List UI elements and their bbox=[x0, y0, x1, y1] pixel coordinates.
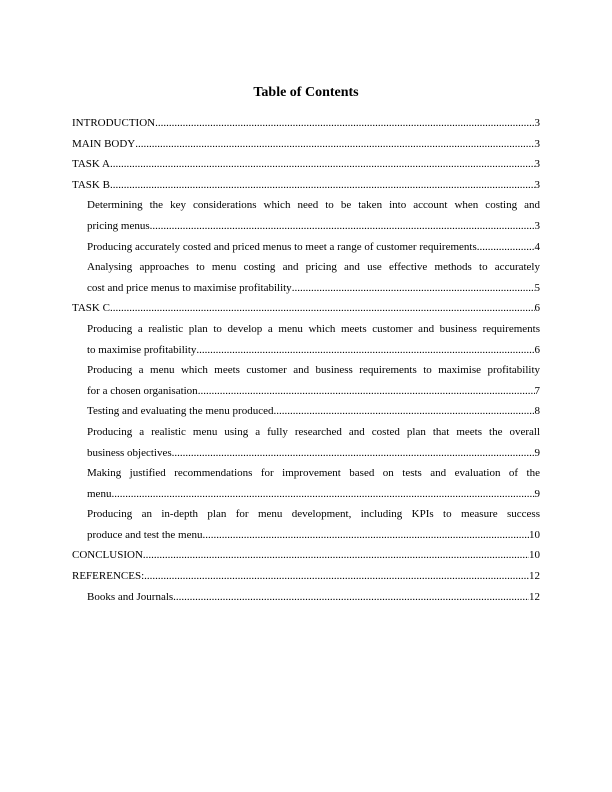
toc-entry[interactable] bbox=[72, 566, 540, 587]
toc-entry-text: pricing menus bbox=[87, 219, 150, 232]
dot-leader bbox=[172, 443, 535, 464]
dot-leader bbox=[173, 587, 529, 608]
toc-page-number: 9 bbox=[534, 446, 540, 459]
dot-leader bbox=[110, 298, 535, 319]
toc-entry[interactable] bbox=[72, 134, 540, 155]
toc-page-number: 10 bbox=[529, 528, 540, 541]
toc-entry-text: Determining the key considerations which need to be taken into account when costing and bbox=[87, 199, 540, 212]
toc-entry[interactable] bbox=[87, 237, 540, 258]
toc-page-number: 12 bbox=[529, 590, 540, 603]
toc-entry[interactable] bbox=[87, 422, 540, 463]
toc-entry[interactable] bbox=[87, 504, 540, 545]
toc-page-number: 8 bbox=[534, 405, 540, 418]
dot-leader bbox=[202, 525, 529, 546]
toc-entry-text: CONCLUSION bbox=[72, 549, 143, 562]
toc-entry-text: produce and test the menu bbox=[87, 528, 203, 541]
toc-page-number: 3 bbox=[534, 178, 540, 191]
toc-entry[interactable] bbox=[87, 195, 540, 236]
page-title: Table of Contents bbox=[253, 85, 359, 100]
toc-page-number: 10 bbox=[529, 549, 540, 562]
toc-entry-text: MAIN BODY bbox=[72, 137, 136, 150]
toc-entry-text: Producing a realistic menu using a fully researched and costed plan that meets the overall bbox=[87, 425, 540, 438]
toc-page-number: 4 bbox=[534, 240, 540, 253]
toc-entry-text: Producing an in-depth plan for menu development, including KPIs to measure success bbox=[87, 508, 540, 521]
toc-entry-text: Producing accurately costed and priced menus to meet a range of customer requirements. bbox=[87, 240, 480, 253]
toc-entry[interactable] bbox=[87, 257, 540, 298]
toc-entry-text: menu bbox=[87, 487, 112, 500]
toc-entry[interactable] bbox=[72, 154, 540, 175]
dot-leader bbox=[198, 381, 535, 402]
toc-entry[interactable] bbox=[87, 319, 540, 360]
toc-entry-text: Books and Journals bbox=[87, 590, 174, 603]
toc-entry-text: Making justified recommendations for improvement based on tests and evaluation of the bbox=[87, 467, 540, 480]
toc-entry-text: business objectives bbox=[87, 446, 172, 459]
toc-entry[interactable] bbox=[72, 298, 540, 319]
dot-leader bbox=[196, 340, 534, 361]
dot-leader bbox=[144, 566, 529, 587]
toc-entry[interactable] bbox=[72, 175, 540, 196]
dot-leader bbox=[150, 216, 535, 237]
dot-leader bbox=[292, 278, 535, 299]
dot-leader bbox=[155, 113, 534, 134]
toc-page-number: 5 bbox=[534, 281, 540, 294]
toc-page-number: 3 bbox=[534, 158, 540, 171]
toc-entry[interactable] bbox=[72, 113, 540, 134]
dot-leader bbox=[110, 175, 535, 196]
toc-entry-text: Producing a realistic plan to develop a menu which meets customer and business requirements bbox=[87, 322, 540, 335]
toc-page-number: 6 bbox=[534, 343, 540, 356]
dot-leader bbox=[143, 545, 529, 566]
toc-entry[interactable] bbox=[87, 587, 540, 608]
toc-entry-text: TASK C bbox=[72, 302, 110, 315]
toc-entry-text: TASK B bbox=[72, 178, 110, 191]
toc-entry-text: for a chosen organisation bbox=[87, 384, 198, 397]
dot-leader bbox=[111, 484, 534, 505]
toc-entry-text: REFERENCES: bbox=[72, 570, 145, 583]
toc-entry-text: Analysing approaches to menu costing and pricing and use effective methods to accurately bbox=[87, 261, 540, 274]
table-of-contents bbox=[72, 113, 540, 607]
toc-entry[interactable] bbox=[87, 360, 540, 401]
toc-page-number: 7 bbox=[534, 384, 540, 397]
toc-entry[interactable] bbox=[72, 545, 540, 566]
dot-leader bbox=[273, 401, 534, 422]
dot-leader bbox=[135, 134, 534, 155]
toc-page-number: 3 bbox=[534, 219, 540, 232]
toc-entry[interactable] bbox=[87, 463, 540, 504]
dot-leader bbox=[480, 237, 535, 258]
toc-entry-text: TASK A bbox=[72, 158, 110, 171]
toc-entry-text: cost and price menus to maximise profitability bbox=[87, 281, 292, 294]
toc-page-number: 6 bbox=[534, 302, 540, 315]
toc-entry-text: to maximise profitability bbox=[87, 343, 197, 356]
toc-entry[interactable] bbox=[87, 401, 540, 422]
toc-page-number: 9 bbox=[534, 487, 540, 500]
dot-leader bbox=[110, 154, 535, 175]
toc-entry-text: Producing a menu which meets customer and business requirements to maximise profitability bbox=[87, 364, 540, 377]
toc-page-number: 3 bbox=[534, 137, 540, 150]
toc-entry-text: Testing and evaluating the menu produced bbox=[87, 405, 274, 418]
toc-page-number: 12 bbox=[529, 570, 540, 583]
toc-page-number: 3 bbox=[534, 117, 540, 129]
toc-entry-text: INTRODUCTION bbox=[72, 117, 156, 129]
